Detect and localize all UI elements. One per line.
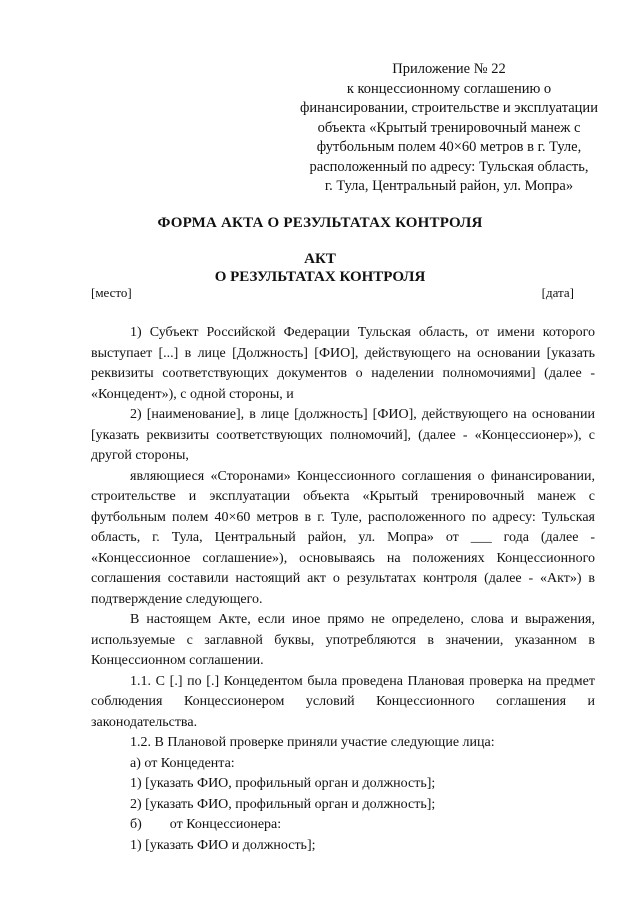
appendix-line: объекта «Крытый тренировочный манеж с (317, 119, 581, 136)
appendix-line: расположенный по адресу: Тульская область, (309, 158, 589, 175)
paragraph-definitions: В настоящем Акте, если иное прямо не определено, слова и выражения, используемые с заглавной буквы, употребляются в значении, указанном в Концессионном соглашении. (91, 612, 595, 668)
appendix-line: футбольным полем 40×60 метров в г. Туле, (316, 139, 582, 155)
list-item-concessionaire: б) от Концессионера: (130, 817, 282, 832)
act-body (91, 323, 595, 856)
list-item-concedent-2: 2) [указать ФИО, профильный орган и должность]; (130, 796, 436, 812)
act-title (0, 250, 640, 286)
paragraph-party-1: 1) Субъект Российской Федерации Тульская область, от имени которого выступает [...] в лице [Должность] [ФИО], действующего на основании [указать реквизиты соответствующих документов о наделении полномочиями] (далее - «Концедент»), с одной стороны, и (91, 325, 595, 402)
paragraph-1-1: 1.1. С [.] по [.] Концедентом была проведена Плановая проверка на предмет соблюдения Концессионером условий Концессионного соглашения и законодательства. (91, 673, 595, 730)
paragraph-1-2: 1.2. В Плановой проверке приняли участие следующие лица: (130, 735, 495, 750)
appendix-line: к концессионному соглашению о (346, 80, 552, 97)
appendix-line: финансировании, строительстве и эксплуатации (300, 100, 598, 116)
place-placeholder: [место] (91, 285, 132, 300)
paragraph-parties: являющиеся «Сторонами» Концессионного соглашения о финансировании, строительстве и эксплуатации объекта «Крытый тренировочный манеж с футбольным полем 40×60 метров в г. Туле, расположенного по адресу: Тульская область, г. Тула, Центральный район, ул. Мопра» от ___ года (далее - «Концессионное соглашение»), основываясь на положениях Концессионного соглашения составили настоящий акт о результатах контроля (далее - «Акт») в подтверждение следующего. (91, 468, 595, 607)
paragraph-party-2: 2) [наименование], в лице [должность] [ФИО], действующего на основании [указать реквизиты соответствующих полномочий], (далее - «Концессионер»), с другой стороны, (91, 407, 595, 463)
list-item-concessionaire-1: 1) [указать ФИО и должность]; (130, 837, 316, 853)
act-title-line2: О РЕЗУЛЬТАТАХ КОНТРОЛЯ (214, 269, 426, 285)
act-title-line1: АКТ (304, 251, 336, 267)
date-placeholder: [дата] (541, 285, 574, 300)
list-item-concedent-1: 1) [указать ФИО, профильный орган и должность]; (130, 776, 436, 791)
form-title: ФОРМА АКТА О РЕЗУЛЬТАТАХ КОНТРОЛЯ (157, 215, 483, 231)
appendix-header (290, 60, 608, 197)
appendix-line: Приложение № 22 (392, 61, 506, 77)
list-item-concedent: а) от Концедента: (130, 755, 235, 771)
appendix-line: г. Тула, Центральный район, ул. Мопра» (324, 178, 574, 194)
